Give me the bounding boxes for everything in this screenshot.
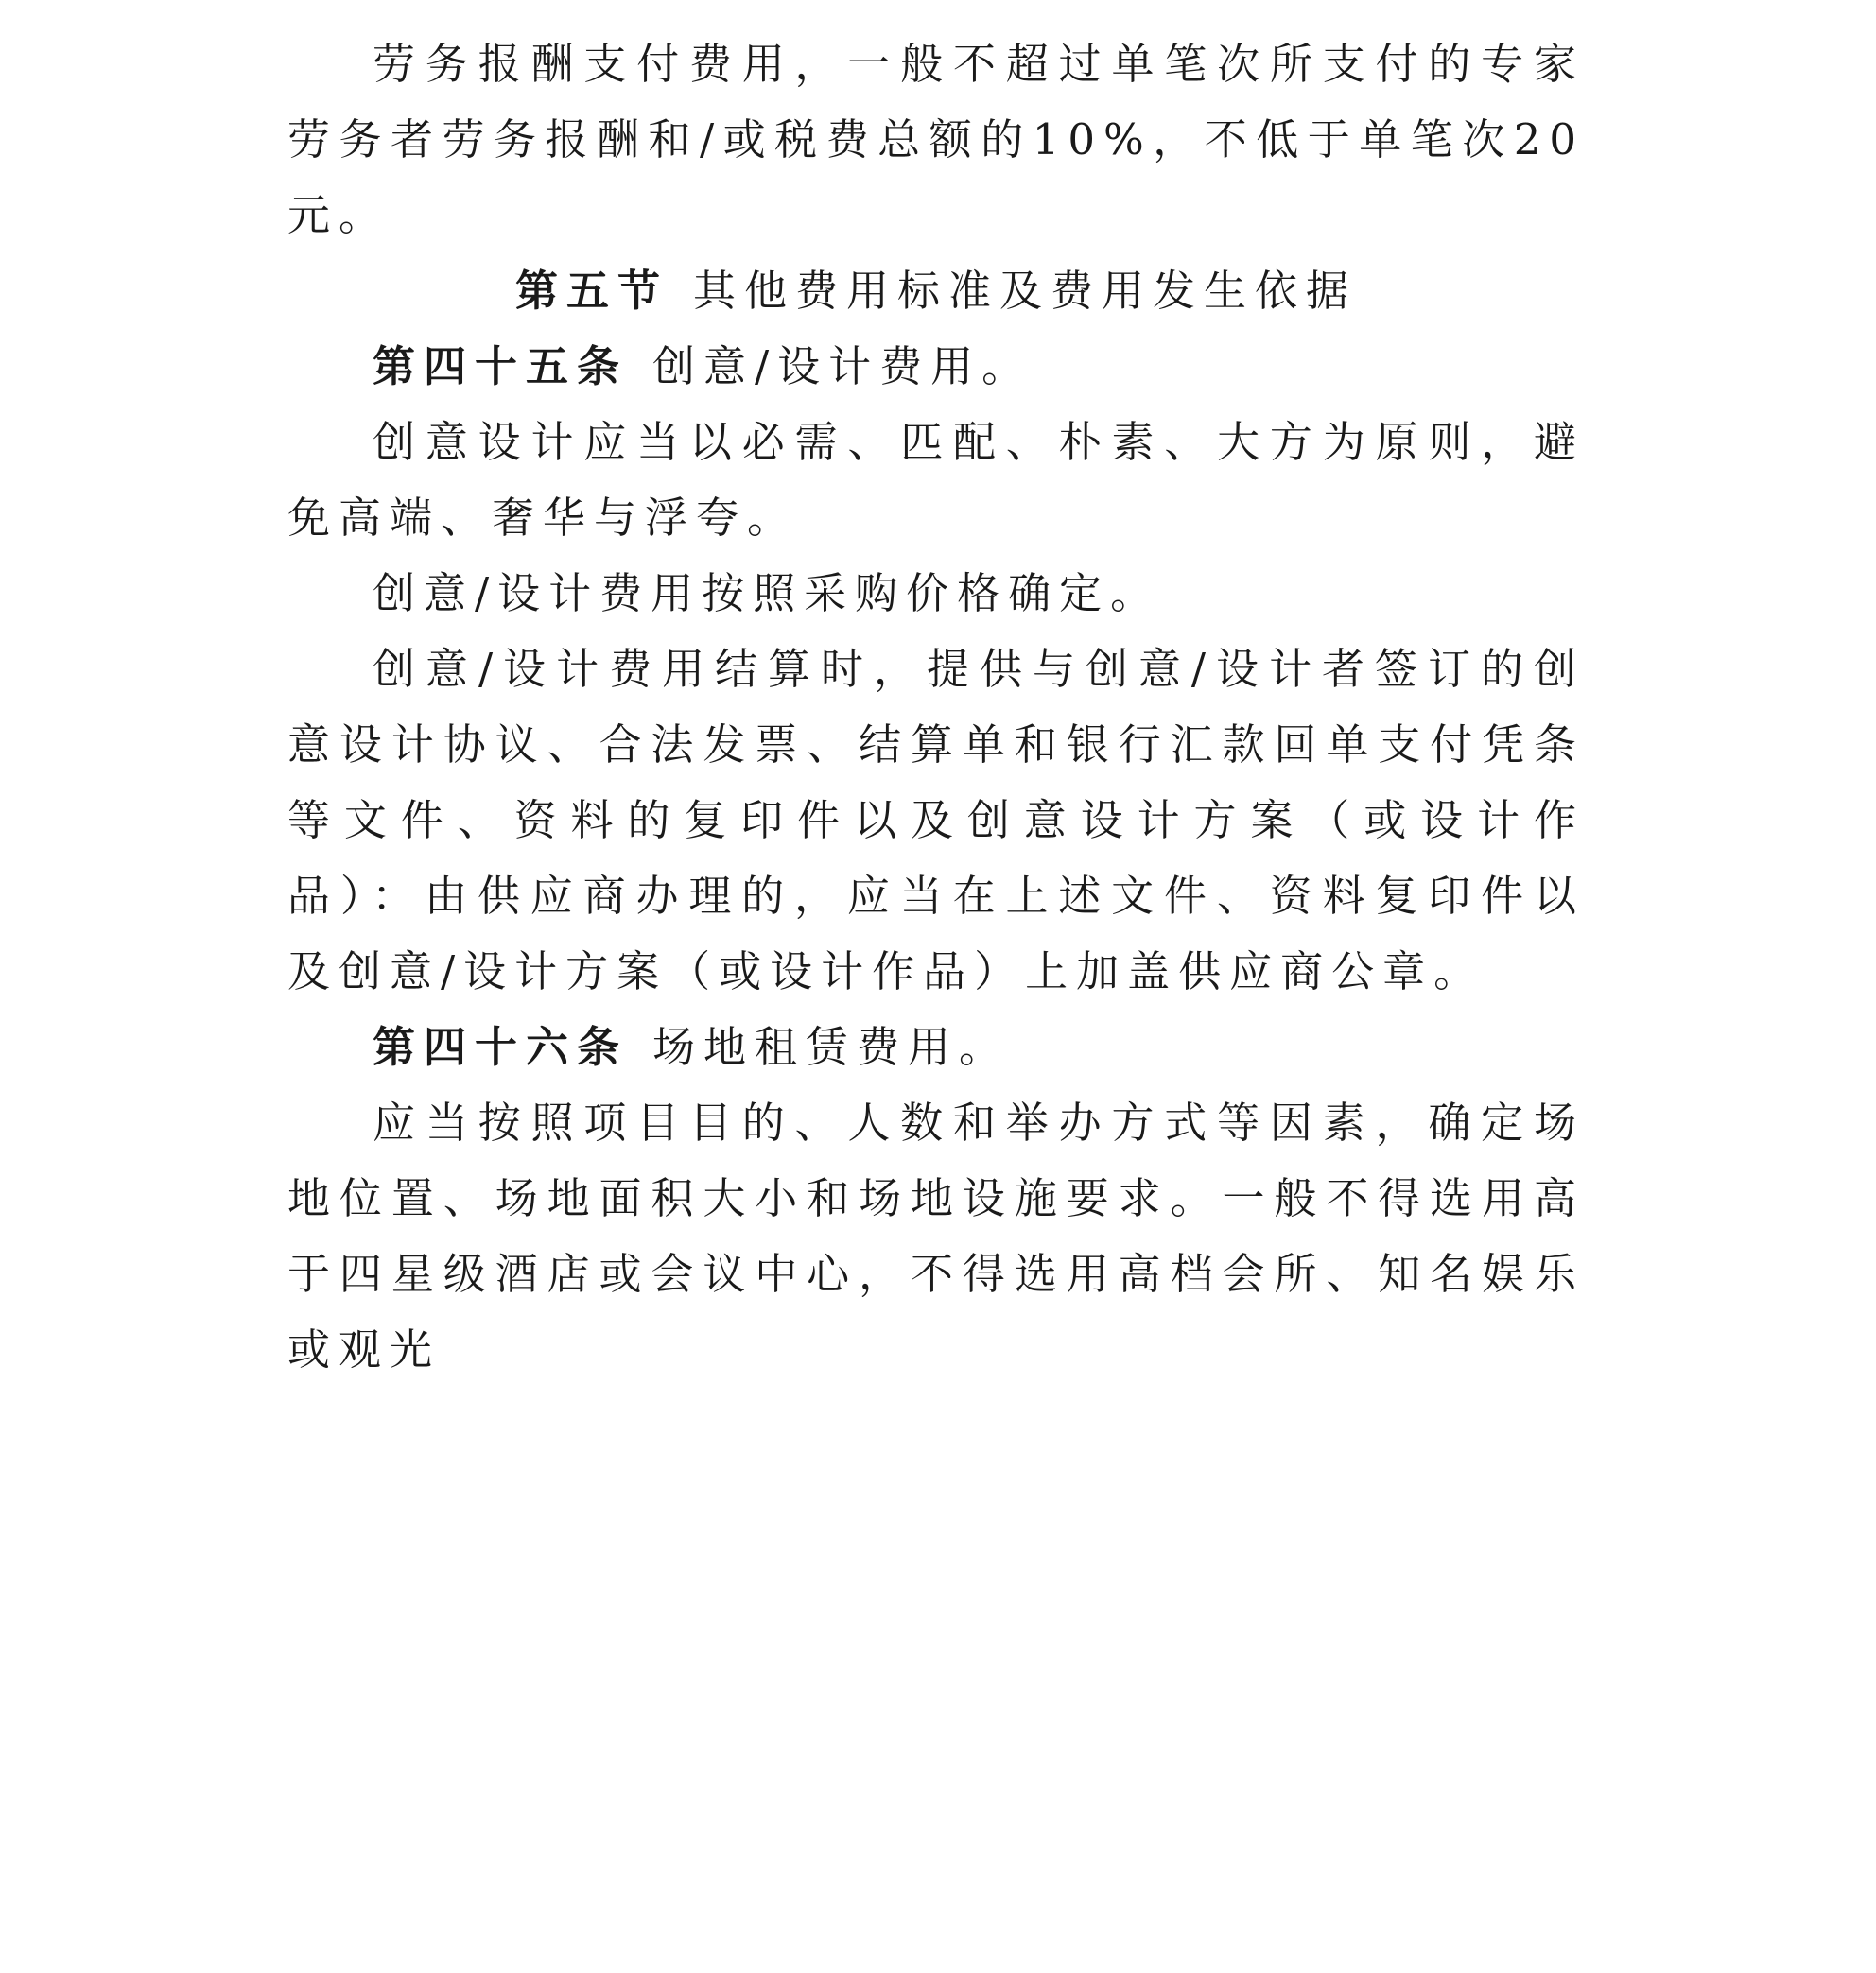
article-45-heading bbox=[287, 329, 1585, 405]
article-46-heading bbox=[287, 1010, 1585, 1085]
paragraph-design-price: 创意/设计费用按照采购价格确定。 bbox=[373, 568, 1162, 618]
document-body bbox=[287, 26, 1585, 1388]
article-45-number: 第四十五条 bbox=[373, 341, 629, 391]
paragraph-design-settlement: 创意/设计费用结算时，提供与创意/设计者签订的创意设计协议、合法发票、结算单和银行汇款回单支付凭条等文件、资料的复印件以及创意设计方案（或设计作品）：由供应商办理的，应当在上述文件、资料复印件以及创意/设计方案（或设计作品）上加盖供应商公章。 bbox=[287, 644, 1585, 996]
section-title: 其他费用标准及费用发生依据 bbox=[693, 266, 1358, 316]
paragraph-venue-requirements: 应当按照项目目的、人数和举办方式等因素，确定场地位置、场地面积大小和场地设施要求。一般不得选用高于四星级酒店或会议中心，不得选用高档会所、知名娱乐或观光 bbox=[287, 1098, 1585, 1375]
paragraph-labor-fee: 劳务报酬支付费用，一般不超过单笔次所支付的专家劳务者劳务报酬和/或税费总额的10%，不低于单笔次20元。 bbox=[287, 39, 1585, 240]
article-46-title: 场地租赁费用。 bbox=[652, 1022, 1011, 1072]
section-number: 第五节 bbox=[514, 266, 669, 316]
article-46-number: 第四十六条 bbox=[373, 1022, 629, 1072]
article-45-title: 创意/设计费用。 bbox=[652, 341, 1034, 391]
paragraph-design-principle: 创意设计应当以必需、匹配、朴素、大方为原则，避免高端、奢华与浮夸。 bbox=[287, 417, 1585, 543]
section-heading bbox=[287, 253, 1585, 329]
